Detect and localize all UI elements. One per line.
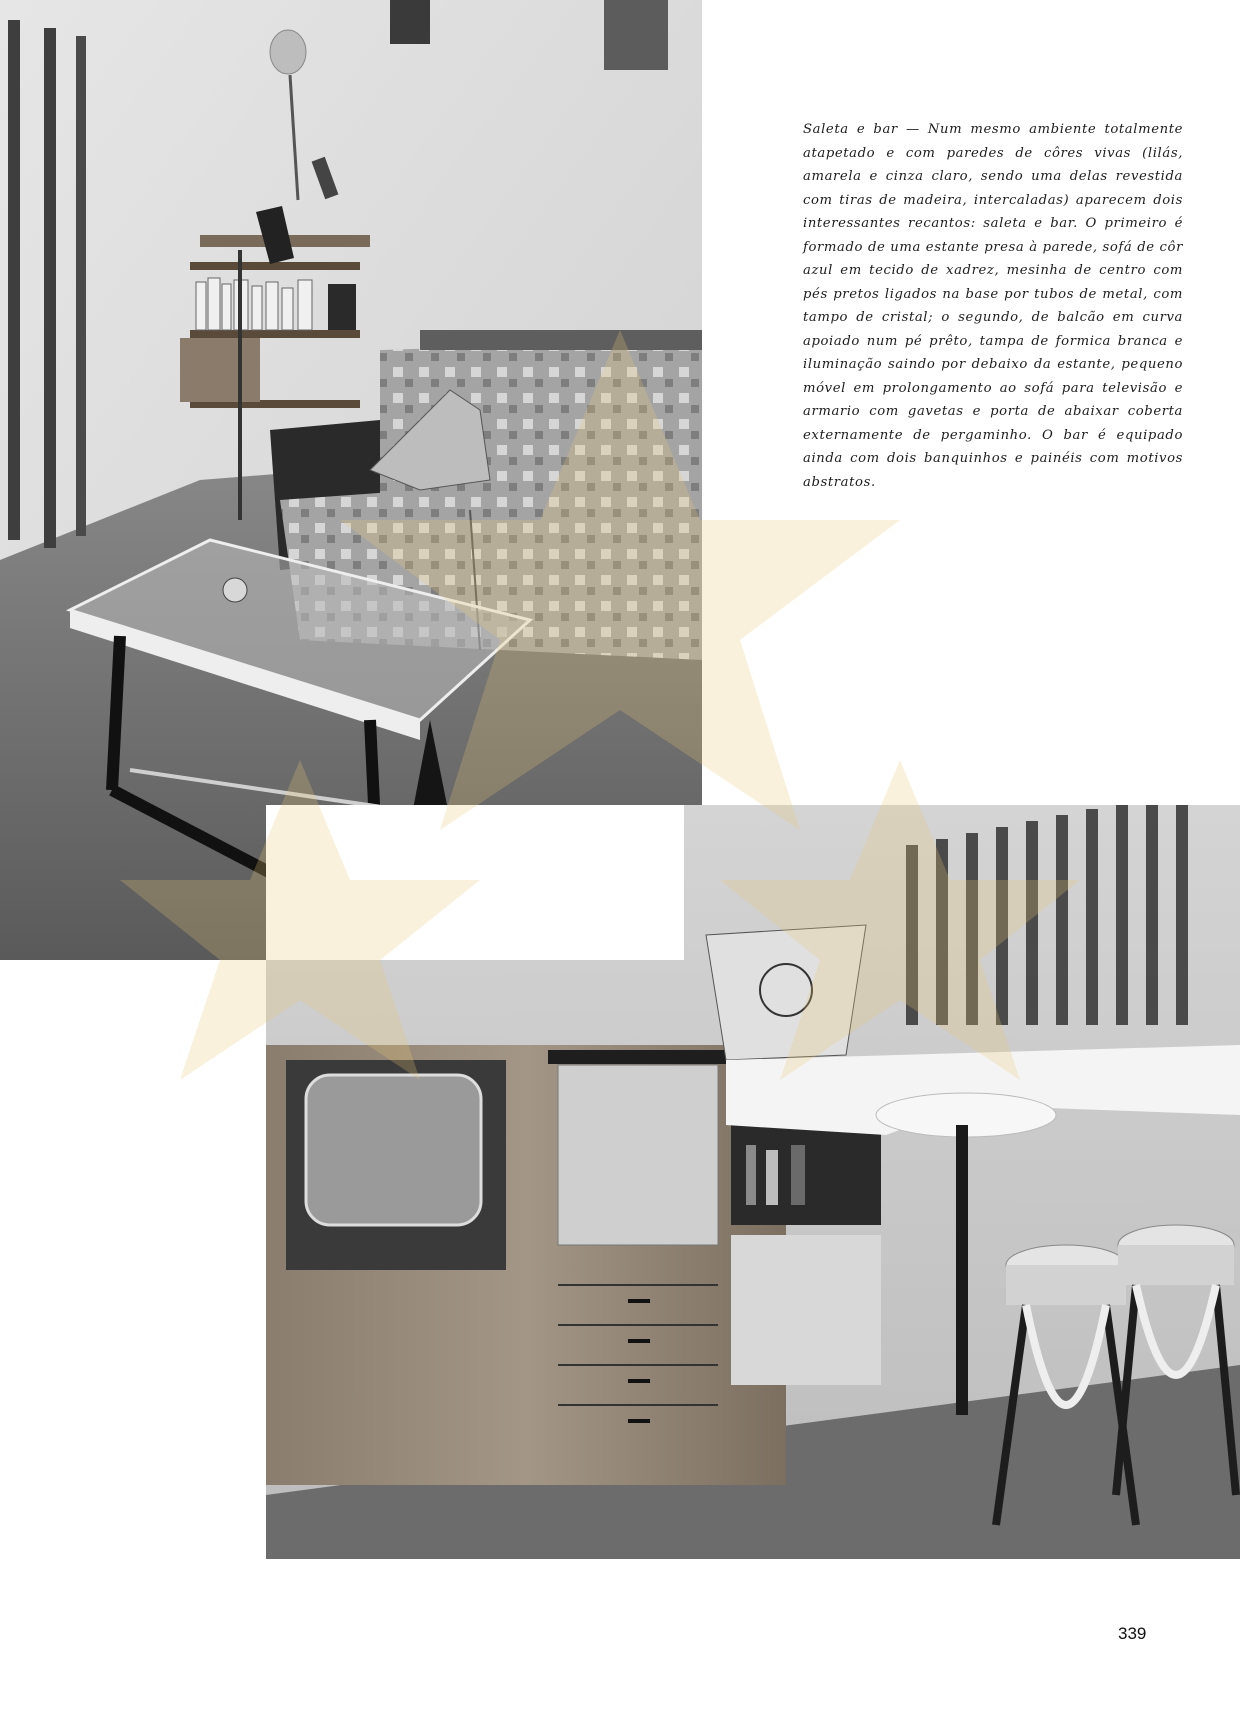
article-caption [803, 118, 1183, 494]
page-number: 339 [1118, 1624, 1147, 1643]
page-margin [266, 805, 684, 960]
caption-text: Saleta e bar — Num mesmo ambiente totalmente atapetado e com paredes de côres vivas (lilás, amarela e cinza claro, sendo uma delas revestida com tiras de madeira, intercaladas) aparecem dois interessantes recantos: saleta e bar. O primeiro é formado de uma estante presa à parede, sofá de côr azul em tecido de xadrez, mesinha de centro com pés pretos ligados na base por tubos de metal, com tampo de cristal; o segundo, de balcão em curva apoiado num pé prêto, tampa de formica branca e iluminação saindo por debaixo da estante, pequeno móvel em prolongamento ao sofá para televisão e armario com gavetas e porta de abaixar coberta externamente de pergaminho. O bar é equipado ainda com dois banquinhos e painéis com motivos abstratos. [803, 122, 1183, 490]
